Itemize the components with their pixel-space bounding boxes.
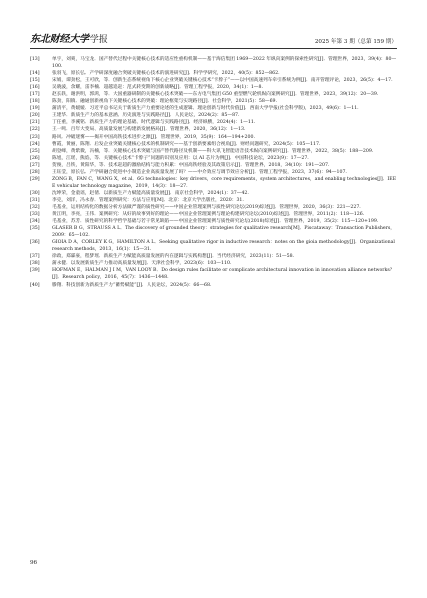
reference-text: 曹霞，黄丽，陈翔．后发企业突破关键核心技术的机制研究——基于创新要素组合视角[J]．财经问题研究，2024(5)：105—117. [52, 141, 321, 147]
reference-text: 陈劲，阳镇．融通创新视角下关键核心技术的突破：理论框架与实现路径[J]．社会科学，2021(5)：58—69. [52, 99, 278, 105]
reference-number: [31] [30, 197, 40, 203]
reference-text: 毛基业，苏芳．质性研究的科学哲学基础与若干常见缺陷——中国企业管理案例与质性研究论坛(2018)综述[J]．管理世界，2019，35(2)：115—120+199. [52, 219, 379, 225]
reference-item [30, 267, 397, 281]
reference-number: [39] [30, 268, 40, 274]
reference-number: [37] [30, 254, 40, 260]
reference-text: 陈旭，江瑶，熊焰，等．关键核心技术“卡脖子”问题的识别及应用：以 AI 芯片为例[J]．中国科技论坛，2023(9)：17—27. [52, 155, 309, 161]
reference-text: 吴晓波，余耀，雷李楠．超越追赶：范式转变期的创新战略[J]．管理工程学报，2020，34(1)：1—8. [52, 85, 263, 91]
reference-text: 毛基业，运用结构化的数据分析方法做严谨的质性研究——中国企业管理案例与质性研究论坛(2019)综述[J]．管理世界，2020，36(3)：221—227. [52, 204, 361, 210]
reference-number: [33] [30, 212, 40, 218]
reference-number: [20] [30, 113, 40, 119]
reference-item [30, 119, 397, 126]
reference-number: [40] [30, 282, 40, 288]
reference-text: 沈坤荣，金童谣，赵倩．以新质生产力赋能高质量发展[J]．南京社会科学，2024(1)：37—42. [52, 190, 249, 196]
reference-item [30, 56, 397, 70]
reference-item [30, 98, 397, 105]
reference-text: GLASER B G，STRAUSS A L．The discovery of grounded theory：strategies for qualitative research[M]．Piscataway：Transaction Publishers，2009：65—102. [52, 226, 395, 239]
reference-text: 单宇，刘爽，马宝龙．国产替代过程中关键核心技术的适应性重构机制——基于海信集团 1969—2022 年纵向案例的探索性研究[J]．管理世界，2023，39(4)：80—100. [52, 57, 397, 70]
reference-number: [32] [30, 204, 40, 210]
reference-item [30, 91, 397, 98]
reference-item [30, 77, 397, 84]
reference-item [30, 190, 397, 197]
reference-text: 徐政，郑霖豪，程梦瑶．新质生产力赋能高质量发展的内在逻辑与实践构想[J]．当代经济研究，2023(11)：51—58. [52, 254, 295, 260]
reference-text: 黄江明，李亮，王伟．案例研究：从好的故事到好的理论——中国企业管理案例与理论构建研究论坛(2010)综述[J]．管理世界，2011(2)：118—126. [52, 212, 365, 218]
reference-item [30, 211, 397, 218]
journal-brand [30, 30, 108, 45]
reference-number: [24] [30, 141, 40, 147]
reference-text: 王钰莹，原长弘．产学研融合促进中小制造企业高质量发展了吗？——中介效应与调节效应分析[J]．管理工程学报，2023，37(6)：94—107. [52, 169, 347, 175]
reference-text: 路风．冲破迷雾——揭开中国高铁技术进步之源[J]．管理世界，2019，35(9)：164—194+200. [52, 134, 255, 140]
reference-number: [21] [30, 120, 40, 126]
reference-item [30, 282, 397, 289]
reference-item [30, 148, 397, 155]
reference-number: [13] [30, 57, 40, 62]
reference-number: [27] [30, 162, 40, 168]
reference-number: [35] [30, 226, 40, 232]
reference-number: [16] [30, 85, 40, 91]
reference-number: [19] [30, 106, 40, 112]
reference-number: [17] [30, 92, 40, 98]
reference-item [30, 84, 397, 91]
reference-text: 王建华．新质生产力的基本意涵、历史演进与实践路径[J]．人民论坛，2024(2)：85—87. [52, 113, 240, 119]
reference-number: [15] [30, 78, 40, 84]
reference-number: [23] [30, 134, 40, 140]
journal-header [30, 28, 397, 49]
reference-text: 蒲永健．以发展新质生产力推动高质量发展[J]．天津社会科学，2023(6)：103—110. [52, 261, 232, 267]
reference-item [30, 141, 397, 148]
reference-item [30, 169, 397, 176]
reference-text: 胡登峰，黄紫微，冯楠，等．关键核心技术突破与国产替代路径及机制——科大讯飞智能语音技术纵向案例研究[J]．管理世界，2022，38(5)：188—209. [52, 148, 374, 154]
reference-item [30, 70, 397, 77]
reference-item [30, 126, 397, 133]
reference-text: 蒲清平，黄媛媛．习近平总书记关于新质生产力重要论述的生成逻辑、理论创新与时代价值[J]．西南大学学报(社会科学版)，2023，49(6)：1—11. [52, 106, 359, 112]
reference-text: HOFMAN E，HALMAN J I M，VAN LOOY B．Do design rules facilitate or complicate architectural innovation in innovation alliance networks？[J]．Research policy，2016，45(7)：1436—1448. [52, 268, 395, 281]
reference-number: [25] [30, 148, 40, 154]
reference-item [30, 162, 397, 169]
reference-item [30, 204, 397, 211]
reference-item [30, 260, 397, 267]
reference-text: 贺俊，吕铁，黄阳华，等．技术赶超的激励结构与能力积累：中国高铁经验及其政策启示[J]．管理世界，2018，34(10)：191—207. [52, 162, 330, 168]
reference-number: [28] [30, 169, 40, 175]
reference-text: GIOIA D A，CORLEY K G，HAMILTON A L．Seeking qualitative rigor in inductive research：notes on the gioia methodology[J]．Organizational research methods，2013，16(1)：15—31. [52, 240, 395, 253]
page-number: 96 [30, 560, 38, 566]
reference-number: [38] [30, 261, 40, 267]
reference-item [30, 239, 397, 253]
reference-item [30, 155, 397, 162]
reference-item [30, 134, 397, 141]
reference-number: [22] [30, 127, 40, 133]
reference-number: [30] [30, 190, 40, 196]
reference-item [30, 112, 397, 119]
reference-text: 张羽飞，原长弘．产学研深度融合突破关键核心技术的演进研究[J]．科学学研究，2022，40(5)：852—862. [52, 71, 280, 77]
reference-list [30, 56, 397, 289]
reference-text: 丁任重，李溪铭．新质生产力的理论基础、时代逻辑与实践路径[J]．经济纵横，2024(4)：1—11. [52, 120, 256, 126]
reference-number: [18] [30, 99, 40, 105]
reference-number: [26] [30, 155, 40, 161]
reference-number: [34] [30, 219, 40, 225]
reference-item [30, 105, 397, 112]
journal-suffix: 学报 [89, 35, 108, 45]
issue-info: 2025 年第 3 期（总第 159 期） [314, 39, 397, 45]
journal-logo: 东北财经大学 [30, 34, 89, 45]
reference-text: 赵长轶，谢洪明，郭鸿，等．大国重器研制的关键核心技术突破——东方电气集团 G50 重型燃气轮机纵向案例研究[J]．管理世界，2023，39(12)：20—39. [52, 92, 379, 98]
reference-number: [29] [30, 176, 40, 182]
reference-text: 滕翔．科技创新为新质生产力“蓄势赋能”[J]．人民论坛，2024(5)：66—68. [52, 282, 212, 288]
reference-text: 李克，刘洋，冯永春．管理案例研究：方法与应用[M]．北京：北京大学出版社，2020：31. [52, 197, 244, 203]
reference-item [30, 253, 397, 260]
reference-text: ZONG B，FAN C，WANG X，et al．6G technologies：key drivers，core requirements，system architectures，and enabling technologies[J]．IEEE vehicular technology magazine，2019，14(3)：18—27. [52, 176, 397, 189]
reference-number: [14] [30, 71, 40, 77]
reference-item [30, 218, 397, 225]
reference-number: [36] [30, 240, 40, 246]
reference-item [30, 197, 397, 204]
reference-text: 宋娟，谭劲松，王可欣，等．创新生态系统视角下核心企业突破关键核心技术“卡脖子”——以中国高速列车牵引系统为例[J]．南开管理评论，2023，26(5)：4—17. [52, 78, 393, 84]
reference-text: 王一鸣．百年大变局、高质量发展与构建新发展格局[J]．管理世界，2020，36(12)：1—13. [52, 127, 246, 133]
reference-item [30, 225, 397, 239]
reference-item [30, 176, 397, 190]
